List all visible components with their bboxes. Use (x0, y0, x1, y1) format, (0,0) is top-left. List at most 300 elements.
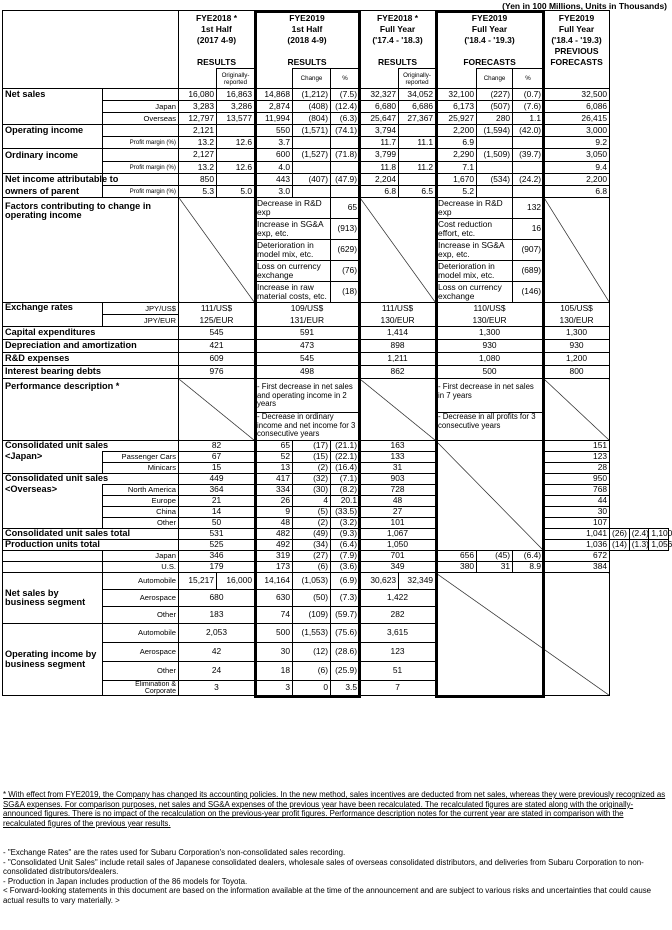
cus-change: (17) (293, 441, 331, 452)
currency-label: JPY/US$ (103, 303, 179, 315)
prod_total-fye2019-h1: 492 (255, 540, 293, 551)
cus-label: Consolidated unit sales (3, 441, 179, 452)
na-fye2018-h1: 364 (179, 485, 255, 496)
oi-value: 2,200 (436, 125, 477, 137)
oth-label (3, 518, 103, 529)
diag-empty (436, 441, 544, 551)
oi-value: 3,794 (360, 125, 399, 137)
factor-fy-value: (146) (513, 282, 544, 303)
rd-value: 609 (179, 353, 255, 366)
footnote-production: - Production in Japan includes production of the 86 models for Toyota. (3, 876, 248, 886)
oi_elim-change: 0 (293, 681, 331, 696)
eu-fye2019-h1: 26 (255, 496, 293, 507)
capex-value: 591 (255, 327, 360, 340)
eu-change: 4 (293, 496, 331, 507)
ord_income-label: Ordinary income (3, 149, 103, 162)
ns-value: 34,052 (399, 89, 436, 101)
rd-value: 545 (255, 353, 360, 366)
net_income1-label: Net income attributable to (3, 174, 103, 186)
factor-fy-value: 132 (513, 198, 544, 219)
oi_pm-value: 11.1 (399, 137, 436, 149)
ns_ov-value: 12,797 (179, 113, 217, 125)
capex-value: 1,300 (436, 327, 544, 340)
na-previous: 768 (544, 485, 610, 496)
prod_us-forecast: 380 (436, 562, 477, 573)
ns-value: (0.7) (513, 89, 544, 101)
fx_eur-value: 131/EUR (255, 315, 360, 327)
seg-auto-pct: (6.9) (331, 573, 360, 590)
header-fye2019-fy: FYE2019 Full Year ('18.4 - '19.3) FORECASTS (436, 11, 544, 69)
ns_jp-value: 6,086 (544, 101, 610, 113)
performance-h1-note-2: - Decrease in ordinary income and net income for 3 consecutive years (255, 413, 360, 441)
ord_pm-value (293, 162, 331, 174)
cus-ov-value: (32) (293, 474, 331, 485)
factor-fy-label: Decrease in R&D exp (436, 198, 513, 219)
ns_ov-value: 280 (477, 113, 513, 125)
blank-sublabel (103, 125, 179, 137)
ni-value: (534) (477, 174, 513, 186)
net_income2-label: owners of parent (3, 186, 103, 198)
fx_usd-value: 111/US$ (360, 303, 436, 315)
op-income-segment-label: Operating income by business segment (3, 624, 103, 696)
prod_total-forecast: 1,036 (544, 540, 610, 551)
cus_total-previous: 1,100 (649, 529, 669, 540)
fx_usd-value: 109/US$ (255, 303, 360, 315)
other-label: Other (103, 662, 179, 681)
na-sublabel: North America (103, 485, 179, 496)
factor-fy-value: 16 (513, 219, 544, 240)
oi_pm-value: 13.2 (179, 137, 217, 149)
diag-empty (436, 573, 610, 696)
factor-h1-value: (629) (331, 240, 360, 261)
cus_total-label: Consolidated unit sales total (3, 529, 179, 540)
rd-label: R&D expenses (3, 353, 179, 366)
fx_eur-value: 130/EUR (360, 315, 436, 327)
ni_pm-value: 6.5 (399, 186, 436, 198)
cus-ov-label: Consolidated unit sales (3, 474, 179, 485)
oi-value: 550 (255, 125, 293, 137)
ni_pm-value: 6.8 (360, 186, 399, 198)
pc-fye2018-h1: 67 (179, 452, 255, 463)
cus-ov-previous: 950 (544, 474, 610, 485)
prod_jp-pct: (7.9) (331, 551, 360, 562)
seg_aero-change: (50) (293, 590, 331, 607)
header-fye2018-h1: FYE2018 * 1st Half (2017 4-9) RESULTS (179, 11, 255, 69)
currency-label: JPY/EUR (103, 315, 179, 327)
aero-label: Aerospace (103, 643, 179, 662)
prod_jp-fye2018-fy: 701 (360, 551, 436, 562)
footnotes-block (3, 848, 667, 906)
ni-value (399, 174, 436, 186)
oth-change: (2) (293, 518, 331, 529)
ord_pm-value: 7.1 (436, 162, 477, 174)
prod_jp-previous: 672 (544, 551, 610, 562)
profit_margin-sublabel: Profit margin (%) (103, 186, 179, 198)
ns-value: 16,863 (217, 89, 255, 101)
prod_us-change: 31 (477, 562, 513, 573)
cn-label (3, 507, 103, 518)
oi_pm-value (293, 137, 331, 149)
mini-fye2019-h1: 13 (255, 463, 293, 474)
mini-previous: 28 (544, 463, 610, 474)
factor-h1-label: Increase in SG&A exp, etc. (255, 219, 331, 240)
dep-value: 898 (360, 340, 436, 353)
header-fye2018-fy: FYE2018 * Full Year ('17.4 - '18.3) RESULTS (360, 11, 436, 69)
oi_aero-fye2018-h1: 42 (179, 643, 255, 662)
blank-sublabel (103, 89, 179, 101)
cus_total-change: (49) (293, 529, 331, 540)
debt-value: 500 (436, 366, 544, 379)
ni-value (217, 174, 255, 186)
seg-auto-change: (1,053) (293, 573, 331, 590)
oi_pm-value: 12.6 (217, 137, 255, 149)
ord-value: 2,290 (436, 149, 477, 162)
diag-empty (179, 198, 255, 303)
seg_oth-fye2018-h1: 183 (179, 607, 255, 624)
ns-value: 32,327 (360, 89, 399, 101)
oi-value: (1,571) (293, 125, 331, 137)
header-change: Change (293, 69, 331, 89)
seg_aero-fye2019-h1: 630 (255, 590, 293, 607)
oth-fye2018-h1: 50 (179, 518, 255, 529)
debt-value: 862 (360, 366, 436, 379)
ord_pm-value (477, 162, 513, 174)
oi_pm-value: 9.2 (544, 137, 610, 149)
cus_total-fye2019-h1: 482 (255, 529, 293, 540)
cus-ov-value: 449 (179, 474, 255, 485)
eu-pct: 20.1 (331, 496, 360, 507)
ns_ov-value: 1.1 (513, 113, 544, 125)
header-pct: % (513, 69, 544, 89)
oi-value: (1,594) (477, 125, 513, 137)
diag-empty (360, 379, 436, 441)
blank-label (3, 101, 103, 113)
fx_eur-value: 125/EUR (179, 315, 255, 327)
japan-sublabel: Japan (103, 101, 179, 113)
oi_elim-fye2018-fy: 7 (360, 681, 436, 696)
cn-previous: 30 (544, 507, 610, 518)
prod_jp-change: (27) (293, 551, 331, 562)
na-fye2018-fy: 728 (360, 485, 436, 496)
mini-pct: (16.4) (331, 463, 360, 474)
hdr-blank (179, 69, 217, 89)
pc-fye2018-fy: 133 (360, 452, 436, 463)
ns_ov-value: (804) (293, 113, 331, 125)
oth-fye2018-fy: 101 (360, 518, 436, 529)
financial-results-table (2, 10, 672, 696)
ord-value: 600 (255, 149, 293, 162)
dep-value: 421 (179, 340, 255, 353)
seg-auto-fye2018-h1: 15,217 (179, 573, 217, 590)
ns-value: (1,212) (293, 89, 331, 101)
na-change: (30) (293, 485, 331, 496)
oi-value: (74.1) (331, 125, 360, 137)
debt-value: 976 (179, 366, 255, 379)
ord_pm-value: 4.0 (255, 162, 293, 174)
hdr-blank (360, 69, 399, 89)
oi_elim-fye2018-h1: 3 (179, 681, 255, 696)
op_income-label: Operating income (3, 125, 103, 137)
capex-value: 1,414 (360, 327, 436, 340)
eu-label (3, 496, 103, 507)
pc-fye2019-h1: 52 (255, 452, 293, 463)
cus-fye2018-h1: 82 (179, 441, 255, 452)
profit_margin-sublabel: Profit margin (%) (103, 162, 179, 174)
ns_ov-value: 26,415 (544, 113, 610, 125)
prod_us-change: (6) (293, 562, 331, 573)
factor-h1-label: Loss on currency exchange (255, 261, 331, 282)
prod_us-pct: 8.9 (513, 562, 544, 573)
header-previous-forecasts: FYE2019 Full Year ('18.4 - '19.3) PREVIOUS FORECASTS (544, 11, 610, 69)
ord-value: (39.7) (513, 149, 544, 162)
footnote-exchange: - "Exchange Rates" are the rates used for Subaru Corporation's non-consolidated sales recording. (3, 848, 346, 857)
ord_pm-value: 9.4 (544, 162, 610, 174)
prod_total-previous: 1,056 (649, 540, 669, 551)
oth-pct: (3.2) (331, 518, 360, 529)
oi_aero-fye2018-fy: 123 (360, 643, 436, 662)
oi_oth-change: (6) (293, 662, 331, 681)
pc-previous: 123 (544, 452, 610, 463)
factor-h1-label: Deterioration in model mix, etc. (255, 240, 331, 261)
prod_jp-forecast: 656 (436, 551, 477, 562)
ns_ov-value: (6.3) (331, 113, 360, 125)
ns_ov-value: 11,994 (255, 113, 293, 125)
blank-label (3, 113, 103, 125)
eu-sublabel: Europe (103, 496, 179, 507)
na-pct: (8.2) (331, 485, 360, 496)
oi_auto-fye2019-h1: 500 (255, 624, 293, 643)
ns_ov-value: 25,927 (436, 113, 477, 125)
na-fye2019-h1: 334 (255, 485, 293, 496)
ord-value (217, 149, 255, 162)
fx_usd-value: 111/US$ (179, 303, 255, 315)
footnote-accounting: * With effect from FYE2019, the Company has changed its accounting policies. In the new method, sales incentives are deducted from net sales, whereas they were previously recognized as SG&A expenses. For comparison purposes, net sales and SG&A expenses of the previous year have been recalculated. The recalculated figures are stated along with the originally-announced figures. There is no impact of the recalculation on the previous-year profit figures. Performance description notes for the current year are stated in comparison with the recalculated figures of the previous year results. (3, 790, 666, 828)
ns_jp-value: (12.4) (331, 101, 360, 113)
mini-fye2018-fy: 31 (360, 463, 436, 474)
ni-value: 1,670 (436, 174, 477, 186)
ns-value: 16,080 (179, 89, 217, 101)
exchange-rates-label: Exchange rates (3, 303, 103, 327)
seg-auto-fye2018-fy: 30,623 (360, 573, 399, 590)
fx_eur-value: 130/EUR (436, 315, 544, 327)
ns-value: 32,500 (544, 89, 610, 101)
ord-value (399, 149, 436, 162)
prod_us-fye2018-fy: 349 (360, 562, 436, 573)
elim-label: Elimination & Corporate (103, 681, 179, 696)
eu-previous: 44 (544, 496, 610, 507)
oi_auto-pct: (75.6) (331, 624, 360, 643)
hdr-blank (436, 69, 477, 89)
pc-change: (15) (293, 452, 331, 463)
cus_total-change: (26) (610, 529, 630, 540)
ni_pm-value (331, 186, 360, 198)
prod_total-fye2018-fy: 1,050 (360, 540, 436, 551)
dep-label: Depreciation and amortization (3, 340, 179, 353)
seg-auto-original: 16,000 (217, 573, 255, 590)
oi_pm-value (477, 137, 513, 149)
ns_jp-value: (408) (293, 101, 331, 113)
factor-fy-value: (689) (513, 261, 544, 282)
pc-sublabel: Passenger Cars (103, 452, 179, 463)
cus_total-pct: (2.4) (629, 529, 649, 540)
cus-fye2018-fy: 163 (360, 441, 436, 452)
oth-fye2019-h1: 48 (255, 518, 293, 529)
ns-value: (7.5) (331, 89, 360, 101)
unit-note: (Yen in 100 Millions, Units in Thousands) (502, 1, 667, 11)
seg_aero-fye2018-fy: 1,422 (360, 590, 436, 607)
cn-pct: (33.5) (331, 507, 360, 518)
dep-value: 473 (255, 340, 360, 353)
blank-label (3, 562, 103, 573)
oth-sublabel: Other (103, 518, 179, 529)
ni_pm-value: 5.3 (179, 186, 217, 198)
oi-value: (42.0) (513, 125, 544, 137)
prod_jp-change: (45) (477, 551, 513, 562)
debt-value: 498 (255, 366, 360, 379)
prod_us-previous: 384 (544, 562, 610, 573)
net_sales-label: Net sales (3, 89, 103, 101)
prod_total-fye2018-h1: 525 (179, 540, 255, 551)
ord_pm-value (513, 162, 544, 174)
oi_pm-value: 11.7 (360, 137, 399, 149)
performance-fy-note-2: - Decrease in all profits for 3 consecutive years (436, 413, 544, 441)
seg-auto-fye2019-h1: 14,164 (255, 573, 293, 590)
overseas-sublabel: Overseas (103, 113, 179, 125)
ni-value: 2,204 (360, 174, 399, 186)
header-originally-reported: Originally-reported (399, 69, 436, 89)
seg_aero-fye2018-h1: 680 (179, 590, 255, 607)
diag-empty (544, 198, 610, 303)
cn-fye2018-fy: 27 (360, 507, 436, 518)
capex-value: 545 (179, 327, 255, 340)
oi-value: 3,000 (544, 125, 610, 137)
mini-sublabel: Minicars (103, 463, 179, 474)
cn-sublabel: China (103, 507, 179, 518)
oi_auto-fye2018-fy: 3,615 (360, 624, 436, 643)
cus-fye2019-h1: 65 (255, 441, 293, 452)
cus_total-pct: (9.3) (331, 529, 360, 540)
capex-label: Capital expenditures (3, 327, 179, 340)
ord-value: (1,509) (477, 149, 513, 162)
ni_pm-value (293, 186, 331, 198)
cus_total-fye2018-fy: 1,067 (360, 529, 436, 540)
header-fye2019-h1: FYE2019 1st Half (2018 4-9) RESULTS (255, 11, 360, 69)
net-sales-segment-label: Net sales by business segment (3, 573, 103, 624)
ni-value: (47.9) (331, 174, 360, 186)
oi_oth-pct: (25.9) (331, 662, 360, 681)
blank-label (3, 551, 103, 562)
ns_jp-value: (7.6) (513, 101, 544, 113)
ord_pm-value (331, 162, 360, 174)
pc-pct: (22.1) (331, 452, 360, 463)
ns_jp-value: 6,680 (360, 101, 399, 113)
ns-value: 32,100 (436, 89, 477, 101)
hdr-blank (544, 69, 610, 89)
blank-label (3, 137, 103, 149)
ns_jp-value: 2,874 (255, 101, 293, 113)
ni_pm-value: 5.0 (217, 186, 255, 198)
oi-value (217, 125, 255, 137)
profit_margin-sublabel: Profit margin (%) (103, 137, 179, 149)
prod_total-pct: (6.4) (331, 540, 360, 551)
ni_pm-value: 6.8 (544, 186, 610, 198)
dep-value: 930 (544, 340, 610, 353)
oi_oth-fye2018-fy: 51 (360, 662, 436, 681)
footnote-unit-sales: - "Consolidated Unit Sales" include retail sales of Japanese consolidated dealers, wholesale sales of overseas consolidated distributors, and deliveries from Subaru Corporation to non-consolidated distributors/dealers. (3, 857, 644, 877)
oi_oth-fye2018-h1: 24 (179, 662, 255, 681)
dep-value: 930 (436, 340, 544, 353)
header-change: Change (477, 69, 513, 89)
oi_pm-value (513, 137, 544, 149)
ns_jp-value: 3,286 (217, 101, 255, 113)
oi_elim-fye2019-h1: 3 (255, 681, 293, 696)
cus-ov-value: 417 (255, 474, 293, 485)
na-label: <Overseas> (3, 485, 103, 496)
cus-pct: (21.1) (331, 441, 360, 452)
ni_pm-value (477, 186, 513, 198)
prod_jp-fye2019-h1: 319 (255, 551, 293, 562)
performance-label: Performance description * (3, 379, 179, 441)
ord-value: 2,127 (179, 149, 217, 162)
ni_pm-value: 3.0 (255, 186, 293, 198)
oi-value (399, 125, 436, 137)
factors-label: Factors contributing to change in operating income (3, 198, 179, 303)
ord_pm-value: 11.8 (360, 162, 399, 174)
cus-previous: 151 (544, 441, 610, 452)
ns_ov-value: 25,647 (360, 113, 399, 125)
ni-value: (24.2) (513, 174, 544, 186)
oi_aero-change: (12) (293, 643, 331, 662)
ns-value: 14,868 (255, 89, 293, 101)
prod_us-fye2019-h1: 173 (255, 562, 293, 573)
cus_total-forecast: 1,041 (544, 529, 610, 540)
ni-value: 443 (255, 174, 293, 186)
factor-h1-value: 65 (331, 198, 360, 219)
factor-fy-label: Loss on currency exchange (436, 282, 513, 303)
ns_ov-value: 27,367 (399, 113, 436, 125)
rd-value: 1,080 (436, 353, 544, 366)
ni-value: 850 (179, 174, 217, 186)
ns_jp-value: 6,173 (436, 101, 477, 113)
ord-value: 3,799 (360, 149, 399, 162)
auto-label: Automobile (103, 573, 179, 590)
performance-h1-note-1: - First decrease in net sales and operating income in 2 years (255, 379, 360, 413)
oi_elim-pct: 3.5 (331, 681, 360, 696)
eu-fye2018-h1: 21 (179, 496, 255, 507)
factor-h1-label: Increase in raw material costs, etc. (255, 282, 331, 303)
ni-value: (407) (293, 174, 331, 186)
cn-fye2019-h1: 9 (255, 507, 293, 518)
prod_us-sublabel: U.S. (103, 562, 179, 573)
debt-value: 800 (544, 366, 610, 379)
other-label: Other (103, 607, 179, 624)
rd-value: 1,200 (544, 353, 610, 366)
rd-value: 1,211 (360, 353, 436, 366)
ni-value: 2,200 (544, 174, 610, 186)
prod_jp-pct: (6.4) (513, 551, 544, 562)
factor-h1-label: Decrease in R&D exp (255, 198, 331, 219)
oi_auto-change: (1,553) (293, 624, 331, 643)
prod_us-pct: (3.6) (331, 562, 360, 573)
oi_aero-pct: (28.6) (331, 643, 360, 662)
mini-fye2018-h1: 15 (179, 463, 255, 474)
factor-fy-value: (907) (513, 240, 544, 261)
seg_oth-pct: (59.7) (331, 607, 360, 624)
oi_oth-fye2019-h1: 18 (255, 662, 293, 681)
ord_pm-value: 13.2 (179, 162, 217, 174)
oth-previous: 107 (544, 518, 610, 529)
oi_auto-fye2018-h1: 2,053 (179, 624, 255, 643)
